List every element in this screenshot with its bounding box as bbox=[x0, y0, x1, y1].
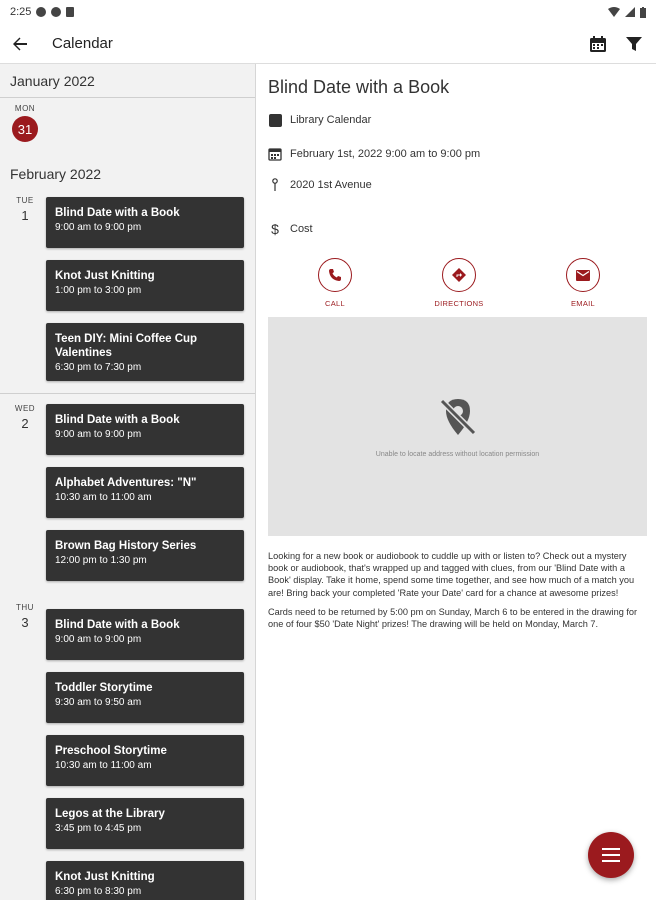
day-column bbox=[10, 603, 40, 630]
event-title: Blind Date with a Book bbox=[55, 414, 180, 426]
calendar-name: Library Calendar bbox=[290, 114, 372, 126]
day-group bbox=[0, 394, 255, 599]
status-time: 2:25 bbox=[10, 6, 32, 18]
day-number: 2 bbox=[21, 416, 29, 431]
event-title: Preschool Storytime bbox=[55, 745, 167, 757]
event-card[interactable] bbox=[46, 467, 244, 518]
clipboard-icon bbox=[66, 7, 74, 17]
weekday-label: MON bbox=[14, 104, 36, 113]
contact-actions bbox=[268, 258, 646, 308]
email-icon bbox=[576, 270, 590, 281]
event-time: 1:00 pm to 3:00 pm bbox=[55, 285, 142, 296]
event-card[interactable] bbox=[46, 260, 244, 311]
event-time: 9:00 am to 9:00 pm bbox=[55, 429, 142, 440]
event-cost: Cost bbox=[290, 223, 313, 235]
map-message: Unable to locate address without location permission bbox=[375, 451, 540, 458]
calendar-icon bbox=[589, 35, 607, 53]
list-menu-icon bbox=[602, 848, 620, 862]
event-title: Alphabet Adventures: "N" bbox=[55, 477, 197, 489]
event-card[interactable] bbox=[46, 861, 244, 900]
calendar-view-button[interactable] bbox=[580, 26, 616, 62]
weekday-label: THU bbox=[16, 603, 34, 612]
arrow-back-icon bbox=[12, 36, 28, 52]
description-paragraph: Cards need to be returned by 5:00 pm on Sunday, March 6 to be entered in the drawing for one of four $50 'Date Night' prizes! The drawing will be held on Monday, March 7. bbox=[268, 606, 638, 630]
event-detail-title: Blind Date with a Book bbox=[268, 77, 450, 97]
event-title: Knot Just Knitting bbox=[55, 270, 155, 282]
event-time: 10:30 am to 11:00 am bbox=[55, 492, 152, 503]
day-group bbox=[0, 599, 255, 900]
day-group bbox=[0, 98, 255, 154]
event-card[interactable] bbox=[46, 323, 244, 381]
directions-label: DIRECTIONS bbox=[434, 299, 484, 308]
event-time: 10:30 am to 11:00 am bbox=[55, 760, 152, 771]
dollar-icon: $ bbox=[271, 221, 279, 237]
page-title: Calendar bbox=[52, 35, 113, 52]
location-pin-icon bbox=[271, 178, 279, 192]
location-off-icon bbox=[436, 395, 480, 439]
event-title: Legos at the Library bbox=[55, 808, 165, 820]
calendar-row bbox=[268, 113, 646, 127]
event-time: 9:00 am to 9:00 pm bbox=[55, 634, 142, 645]
map-placeholder bbox=[268, 317, 647, 536]
calendar-date-icon bbox=[268, 147, 282, 161]
day-number: 3 bbox=[21, 615, 29, 630]
day-column bbox=[10, 104, 40, 142]
event-title: Toddler Storytime bbox=[55, 682, 153, 694]
cost-row bbox=[268, 222, 646, 236]
email-button[interactable] bbox=[538, 258, 628, 308]
wifi-icon bbox=[608, 7, 620, 17]
address-row[interactable] bbox=[268, 178, 646, 192]
directions-icon bbox=[452, 268, 466, 282]
notification-icon bbox=[36, 7, 46, 17]
filter-button[interactable] bbox=[616, 26, 652, 62]
event-card[interactable] bbox=[46, 530, 244, 581]
event-card[interactable] bbox=[46, 798, 244, 849]
status-bar bbox=[0, 0, 656, 24]
today-date-badge[interactable]: 31 bbox=[12, 116, 38, 142]
day-column bbox=[10, 196, 40, 223]
app-bar bbox=[0, 24, 656, 64]
filter-icon bbox=[626, 36, 642, 52]
event-time: 9:30 am to 9:50 am bbox=[55, 697, 142, 708]
event-time: 6:30 pm to 7:30 pm bbox=[55, 362, 142, 373]
day-group bbox=[0, 190, 255, 393]
back-button[interactable] bbox=[2, 26, 38, 62]
event-title: Blind Date with a Book bbox=[55, 207, 180, 219]
day-number: 1 bbox=[21, 208, 29, 223]
datetime-row bbox=[268, 147, 646, 161]
call-button[interactable] bbox=[290, 258, 380, 308]
calendar-event-list[interactable] bbox=[0, 64, 256, 900]
day-column bbox=[10, 404, 40, 431]
event-title: Blind Date with a Book bbox=[55, 619, 180, 631]
weekday-label: TUE bbox=[16, 196, 34, 205]
event-title: Brown Bag History Series bbox=[55, 540, 197, 552]
event-card[interactable] bbox=[46, 197, 244, 248]
event-time: 6:30 pm to 8:30 pm bbox=[55, 886, 142, 897]
event-address[interactable]: 2020 1st Avenue bbox=[290, 179, 372, 191]
description-paragraph: Looking for a new book or audiobook to cuddle up with or listen to? Check out a mystery book or audiobook, that's wrapped up and tagged with clues, from our 'Blind Date with a Book' display. Take it home, spend some time together, and see how much of a match you are! Bring back your completed 'Rate your Date' card for a chance at awesome prizes! bbox=[268, 551, 635, 598]
event-title: Knot Just Knitting bbox=[55, 871, 155, 883]
event-card[interactable] bbox=[46, 404, 244, 455]
event-card[interactable] bbox=[46, 672, 244, 723]
event-time: 9:00 am to 9:00 pm bbox=[55, 222, 142, 233]
directions-button[interactable] bbox=[414, 258, 504, 308]
phone-icon bbox=[328, 268, 342, 282]
weekday-label: WED bbox=[14, 404, 36, 413]
calendar-color-swatch bbox=[269, 114, 282, 127]
event-time: 12:00 pm to 1:30 pm bbox=[55, 555, 147, 566]
call-label: CALL bbox=[325, 299, 345, 308]
event-time: 3:45 pm to 4:45 pm bbox=[55, 823, 142, 834]
month-header: February 2022 bbox=[10, 166, 102, 182]
event-detail-panel bbox=[257, 64, 656, 900]
event-datetime: February 1st, 2022 9:00 am to 9:00 pm bbox=[290, 148, 481, 160]
email-label: EMAIL bbox=[570, 299, 595, 308]
event-card[interactable] bbox=[46, 735, 244, 786]
event-description bbox=[268, 550, 648, 630]
event-card[interactable] bbox=[46, 609, 244, 660]
signal-icon bbox=[625, 7, 635, 17]
event-title: Teen DIY: Mini Coffee Cup Valentines bbox=[55, 333, 198, 359]
month-header: January 2022 bbox=[10, 73, 95, 89]
battery-icon bbox=[640, 7, 646, 18]
notification-icon-2 bbox=[51, 7, 61, 17]
menu-fab[interactable] bbox=[588, 832, 634, 878]
